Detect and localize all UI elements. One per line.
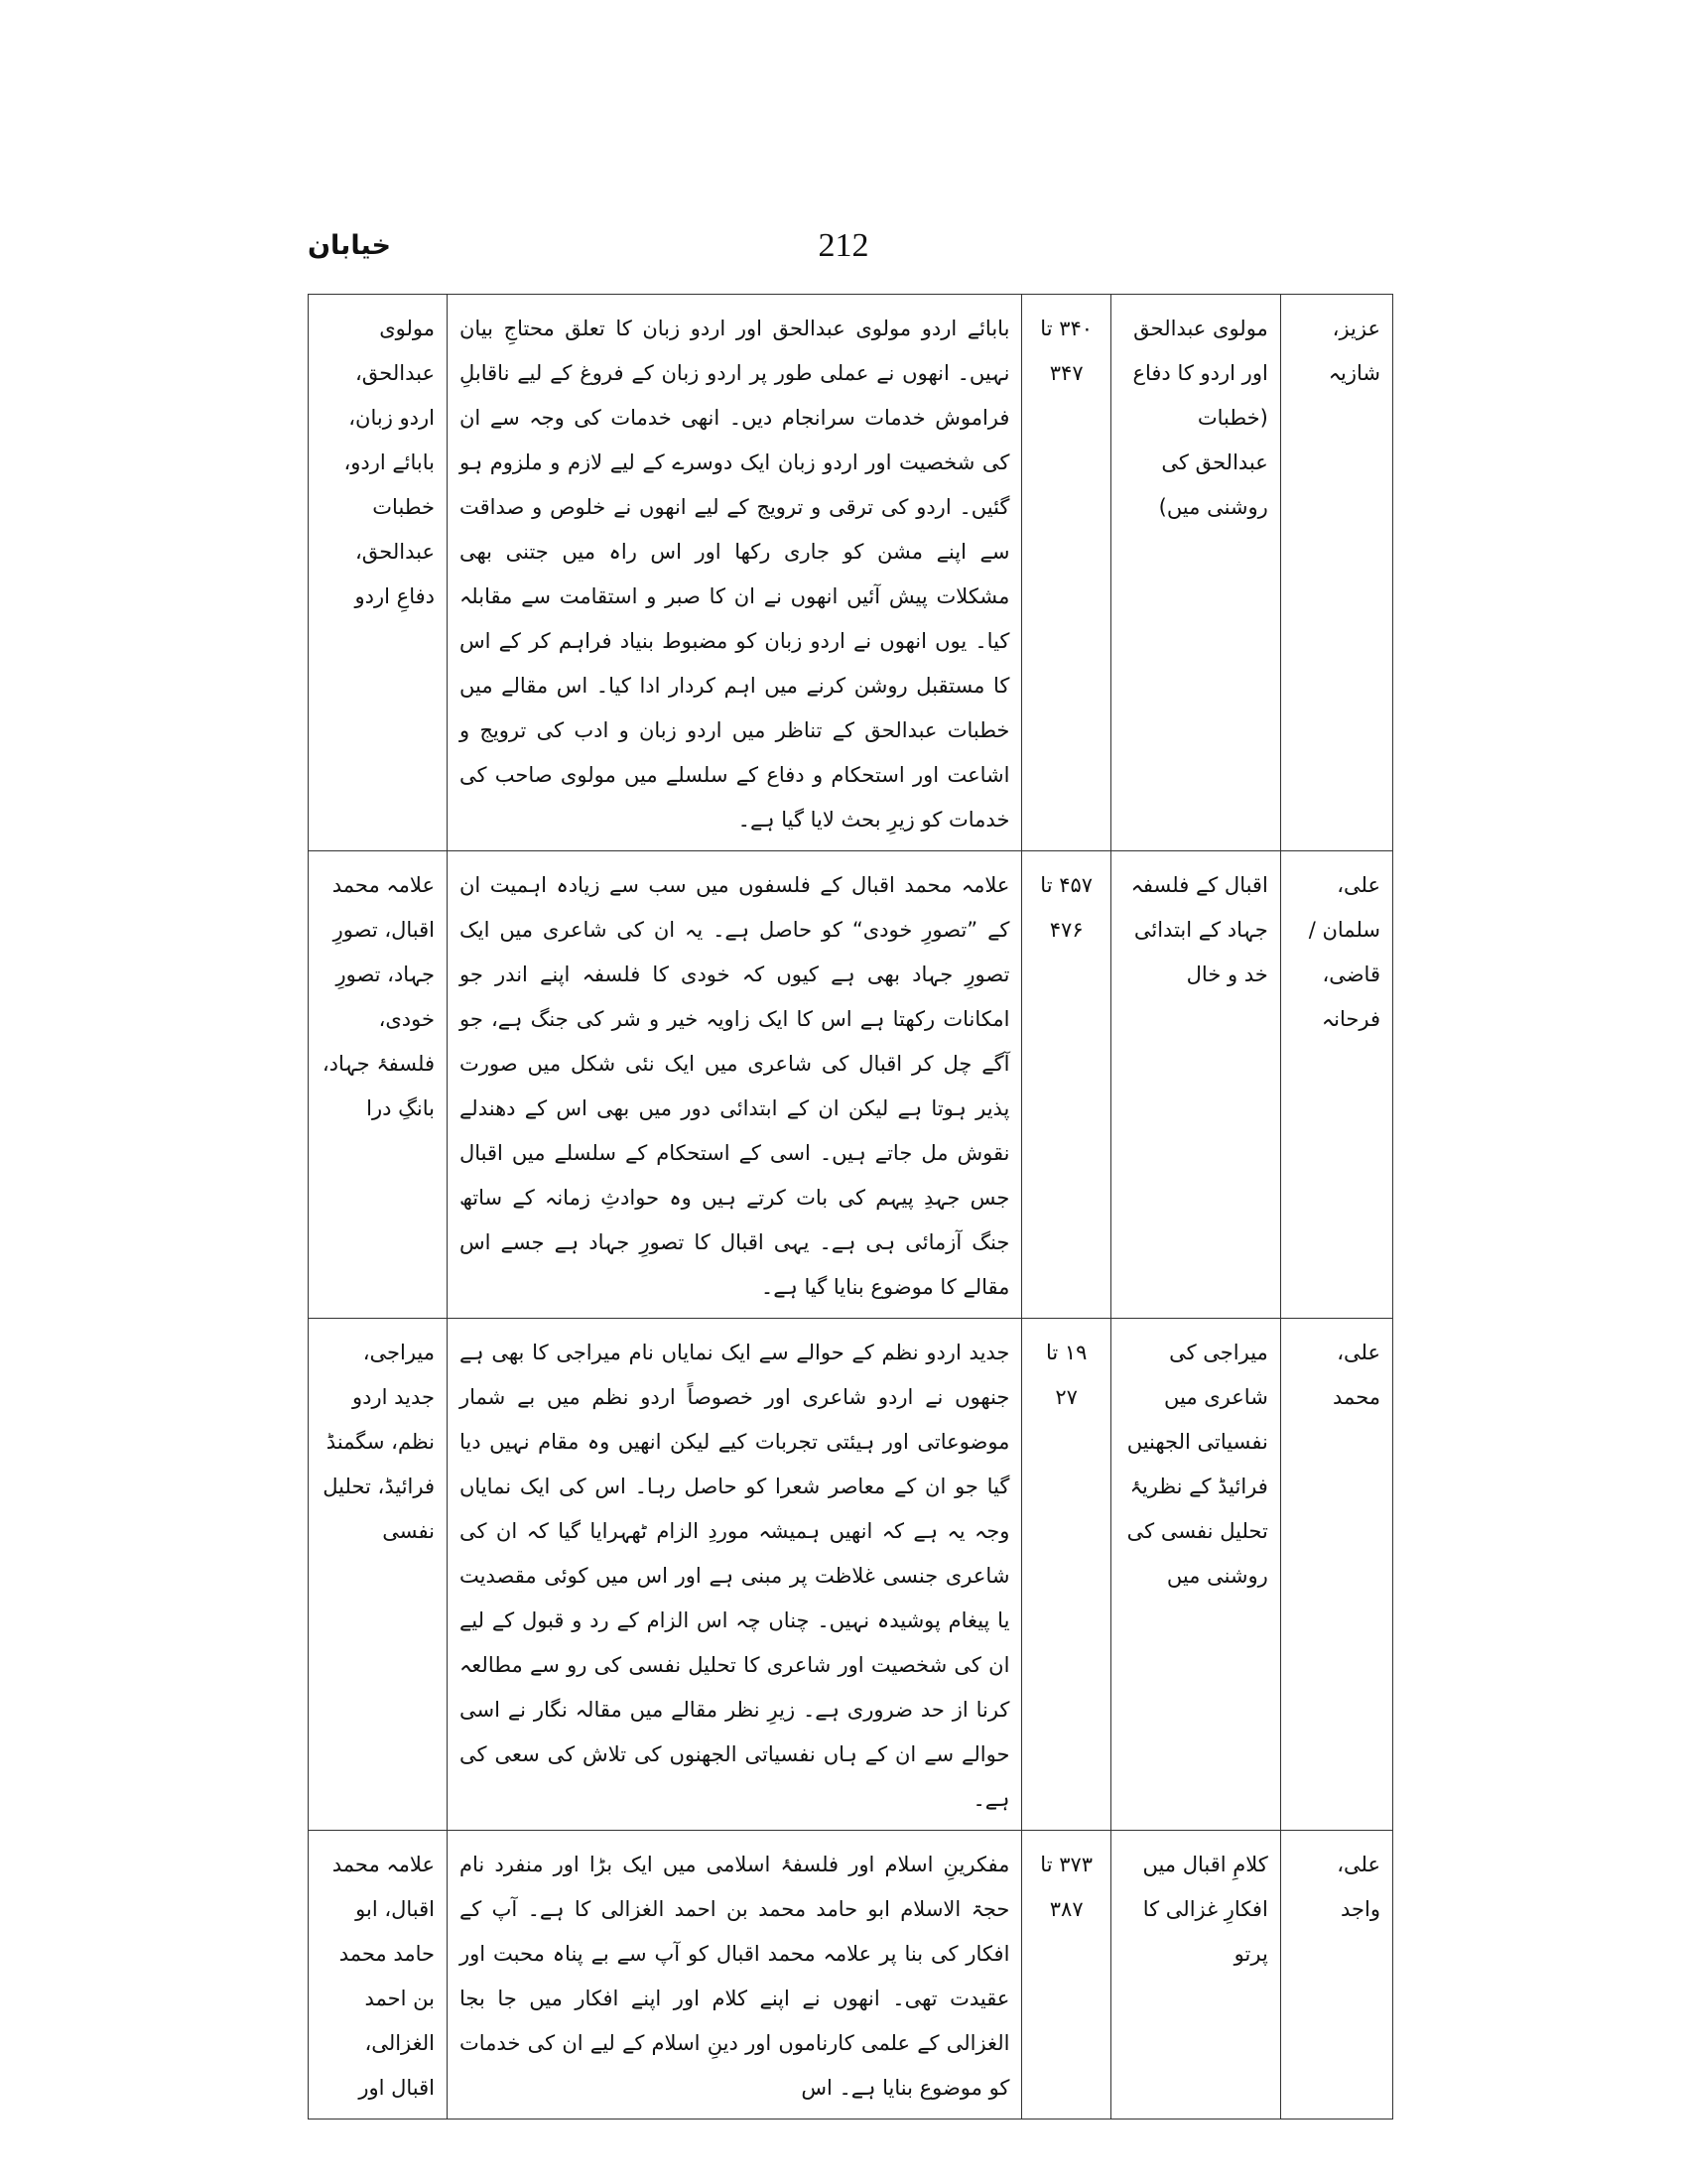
pages-cell: ۴۵۷ تا ۴۷۶ [1022,851,1111,1319]
author-cell: عزیز، شازیہ [1280,295,1392,851]
abstract-cell: مفکرینِ اسلام اور فلسفۂ اسلامی میں ایک بڑا اور منفرد نام حجۃ الاسلام ابو حامد محمد بن احمد الغزالی کا ہے۔ آپ کے افکار کی بنا پر علامہ محمد اقبال کو آپ سے بے پناہ محبت اور عقیدت تھی۔ انھوں نے اپنے کلام اور اپنے افکار میں جا بجا الغزالی کے علمی کارناموں اور دینِ اسلام کے لیے ان کی خدمات کو موضوع بنایا ہے۔ اس [448,1831,1022,2120]
abstract-cell: بابائے اردو مولوی عبدالحق اور اردو زبان کا تعلق محتاجِ بیان نہیں۔ انھوں نے عملی طور پر اردو زبان کے فروغ کے لیے ناقابلِ فراموش خدمات سرانجام دیں۔ انھی خدمات کی وجہ سے ان کی شخصیت اور اردو زبان ایک دوسرے کے لیے لازم و ملزوم ہو گئیں۔ اردو کی ترقی و ترویج کے لیے انھوں نے خلوص و صداقت سے اپنے مشن کو جاری رکھا اور اس راہ میں جتنی بھی مشکلات پیش آئیں انھوں نے ان کا صبر و استقامت سے مقابلہ کیا۔ یوں انھوں نے اردو زبان کو مضبوط بنیاد فراہم کر کے اس کا مستقبل روشن کرنے میں اہم کردار ادا کیا۔ اس مقالے میں خطبات عبدالحق کے تناظر میں اردو زبان و ادب کی ترویج و اشاعت اور استحکام و دفاع کے سلسلے میں مولوی صاحب کی خدمات کو زیرِ بحث لایا گیا ہے۔ [448,295,1022,851]
keywords-cell: مولوی عبدالحق، اردو زبان، بابائے اردو، خطبات عبدالحق، دفاعِ اردو [309,295,448,851]
author-cell: علی، واجد [1280,1831,1392,2120]
page-number: 212 [818,227,869,264]
keywords-cell: علامہ محمد اقبال، تصورِ جہاد، تصورِ خودی، فلسفۂ جہاد، بانگِ درا [309,851,448,1319]
title-cell: کلامِ اقبال میں افکارِ غزالی کا پرتو [1110,1831,1280,2120]
journal-name: خیابان [308,230,391,261]
title-cell: میراجی کی شاعری میں نفسیاتی الجھنیں فرائیڈ کے نظریۂ تحلیل نفسی کی روشنی میں [1110,1319,1280,1831]
table-row [309,851,1393,1319]
index-table [308,294,1393,2120]
abstract-cell: علامہ محمد اقبال کے فلسفوں میں سب سے زیادہ اہمیت ان کے ”تصورِ خودی“ کو حاصل ہے۔ یہ ان کی شاعری میں ایک تصورِ جہاد بھی ہے کیوں کہ خودی کا فلسفہ اپنے اندر جو امکانات رکھتا ہے اس کا ایک زاویہ خیر و شر کی جنگ ہے، جو آگے چل کر اقبال کی شاعری میں ایک نئی شکل میں صورت پذیر ہوتا ہے لیکن ان کے ابتدائی دور میں بھی اس کے دھندلے نقوش مل جاتے ہیں۔ اسی کے استحکام کے سلسلے میں اقبال جس جہدِ پیہم کی بات کرتے ہیں وہ حوادثِ زمانہ کے ساتھ جنگ آزمائی ہی ہے۔ یہی اقبال کا تصورِ جہاد ہے جسے اس مقالے کا موضوع بنایا گیا ہے۔ [448,851,1022,1319]
keywords-cell: علامہ محمد اقبال، ابو حامد محمد بن احمد الغزالی، اقبال اور [309,1831,448,2120]
author-cell: علی، سلمان / قاضی، فرحانہ [1280,851,1392,1319]
table-row [309,1319,1393,1831]
pages-cell: ۱۹ تا ۲۷ [1022,1319,1111,1831]
pages-cell: ۳۴۰ تا ۳۴۷ [1022,295,1111,851]
table-row [309,1831,1393,2120]
pages-cell: ۳۷۳ تا ۳۸۷ [1022,1831,1111,2120]
table-row [309,295,1393,851]
keywords-cell: میراجی، جدید اردو نظم، سگمنڈ فرائیڈ، تحلیل نفسی [309,1319,448,1831]
title-cell: اقبال کے فلسفہ جہاد کے ابتدائی خد و خال [1110,851,1280,1319]
title-cell: مولوی عبدالحق اور اردو کا دفاع (خطبات عبدالحق کی روشنی میں) [1110,295,1280,851]
abstract-cell: جدید اردو نظم کے حوالے سے ایک نمایاں نام میراجی کا بھی ہے جنھوں نے اردو شاعری اور خصوصاً اردو نظم میں بے شمار موضوعاتی اور ہیئتی تجربات کیے لیکن انھیں وہ مقام نہیں دیا گیا جو ان کے معاصر شعرا کو حاصل رہا۔ اس کی ایک نمایاں وجہ یہ ہے کہ انھیں ہمیشہ موردِ الزام ٹھہرایا گیا کہ ان کی شاعری جنسی غلاظت پر مبنی ہے اور اس میں کوئی مقصدیت یا پیغام پوشیدہ نہیں۔ چناں چہ اس الزام کے رد و قبول کے لیے ان کی شخصیت اور شاعری کا تحلیل نفسی کی رو سے مطالعہ کرنا از حد ضروری ہے۔ زیرِ نظر مقالے میں مقالہ نگار نے اسی حوالے سے ان کے ہاں نفسیاتی الجھنوں کی تلاش کی سعی کی ہے۔ [448,1319,1022,1831]
author-cell: علی، محمد [1280,1319,1392,1831]
